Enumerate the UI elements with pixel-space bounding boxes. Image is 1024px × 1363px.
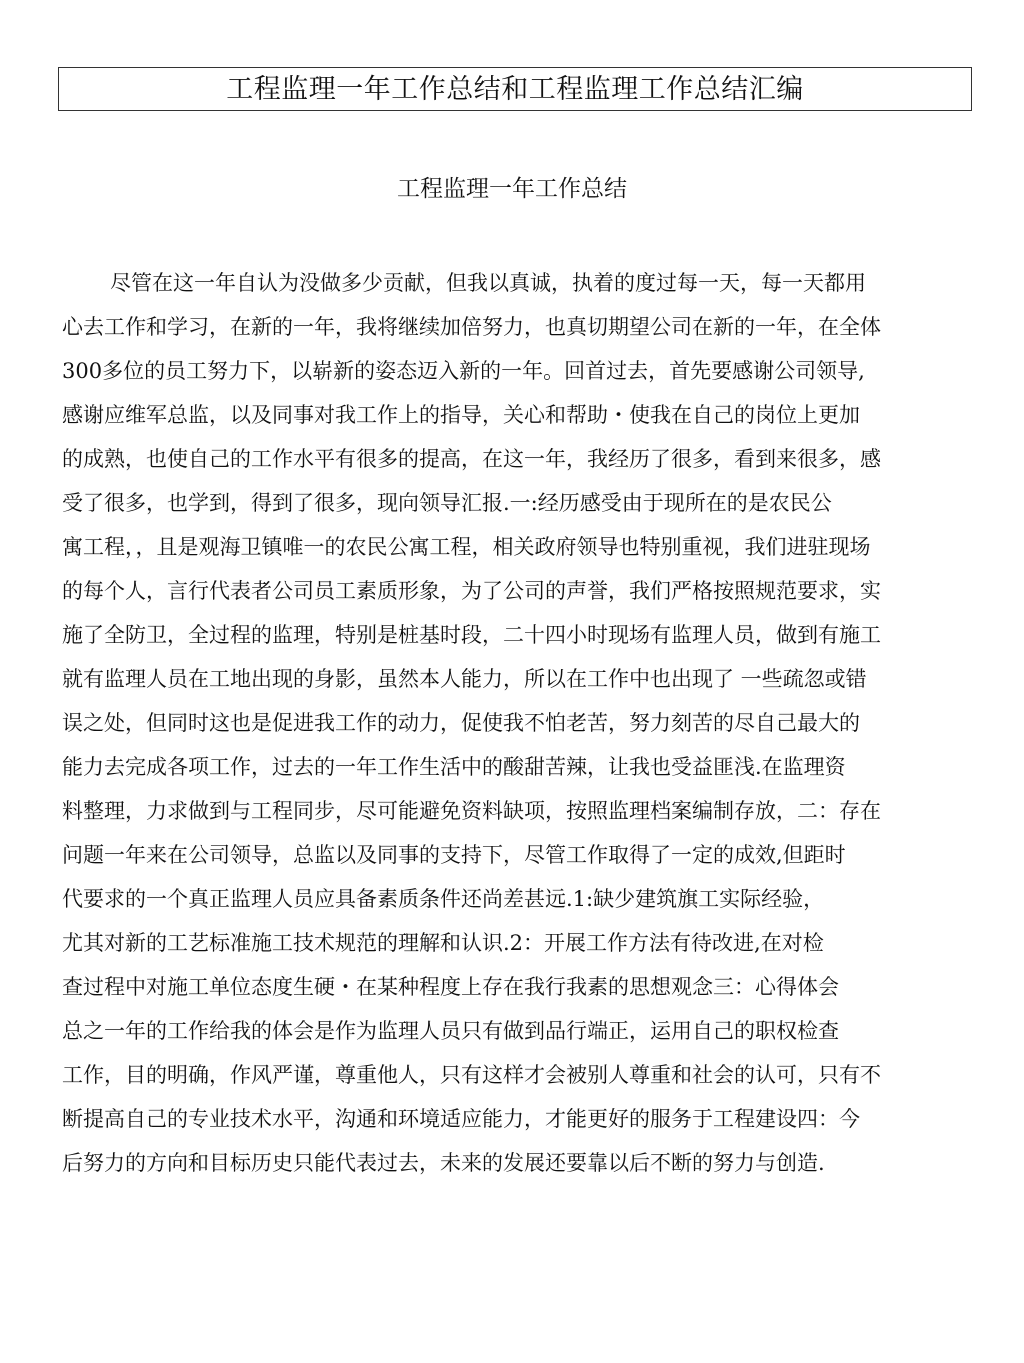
body-line: 代要求的一个真正监理人员应具备素质条件还尚差甚远.1:缺少建筑旗工实际经验， (62, 887, 825, 911)
body-line: 查过程中对施工单位态度生硬・在某种程度上存在我行我素的思想观念三：心得体会 (62, 975, 839, 999)
document-title: 工程监理一年工作总结和工程监理工作总结汇编 (226, 73, 804, 105)
title-box (58, 67, 972, 111)
body-line: 施了全防卫，全过程的监理，特别是桩基时段，二十四小时现场有监理人员，做到有施工 (62, 623, 881, 647)
body-line: 就有监理人员在工地出现的身影，虽然本人能力，所以在工作中也出现了 一些疏忽或错 (62, 667, 867, 691)
body-line: 能力去完成各项工作，过去的一年工作生活中的酸甜苦辣，让我也受益匪浅.在监理资 (62, 755, 846, 779)
body-line: 300多位的员工努力下，以崭新的姿态迈入新的一年。回首过去，首先要感谢公司领导, (62, 359, 865, 383)
body-line: 尤其对新的工艺标准施工技术规范的理解和认识.2：开展工作方法有待改进,在对检 (62, 931, 824, 955)
body-line: 受了很多，也学到，得到了很多，现向领导汇报.一:经历感受由于现所在的是农民公 (62, 491, 832, 515)
body-line: 断提高自己的专业技术水平，沟通和环境适应能力，才能更好的服务于工程建设四：今 (62, 1107, 860, 1131)
body-line: 感谢应维军总监，以及同事对我工作上的指导，关心和帮助・使我在自己的岗位上更加 (62, 403, 860, 427)
body-line: 工作，目的明确，作风严谨，尊重他人，只有这样才会被别人尊重和社会的认可，只有不 (62, 1063, 881, 1087)
body-line: 总之一年的工作给我的体会是作为监理人员只有做到品行端正，运用自己的职权检查 (62, 1019, 839, 1043)
body-line: 误之处，但同时这也是促进我工作的动力，促使我不怕老苦，努力刻苦的尽自己最大的 (62, 711, 860, 735)
body-line: 问题一年来在公司领导，总监以及同事的支持下，尽管工作取得了一定的成效,但距时 (62, 843, 846, 867)
section-heading: 工程监理一年工作总结 (397, 176, 627, 202)
body-line: 后努力的方向和目标历史只能代表过去，未来的发展还要靠以后不断的努力与创造. (62, 1151, 825, 1175)
body-line: 的成熟，也使自己的工作水平有很多的提高，在这一年，我经历了很多，看到来很多，感 (62, 447, 881, 471)
body-line: 寓工程，，且是观海卫镇唯一的农民公寓工程，相关政府领导也特别重视，我们进驻现场 (62, 535, 871, 559)
body-line: 的每个人，言行代表者公司员工素质形象，为了公司的声誉，我们严格按照规范要求，实 (62, 579, 881, 603)
body-line: 尽管在这一年自认为没做多少贡献，但我以真诚，执着的度过每一天，每一天都用 (110, 271, 866, 295)
body-line: 心去工作和学习，在新的一年，我将继续加倍努力，也真切期望公司在新的一年，在全体 (62, 315, 881, 339)
body-line: 料整理，力求做到与工程同步，尽可能避免资料缺项，按照监理档案编制存放，二：存在 (62, 799, 881, 823)
